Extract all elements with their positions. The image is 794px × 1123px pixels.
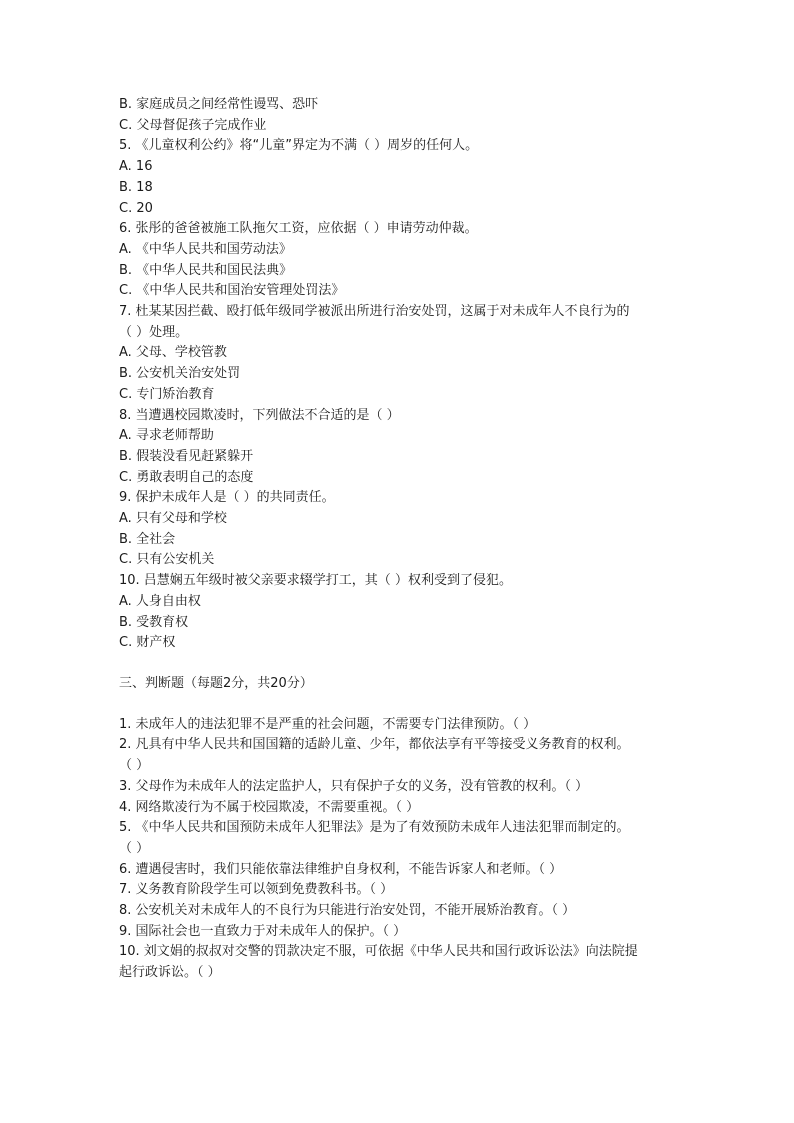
judgment-line: 10. 刘文娟的叔叔对交警的罚款决定不服，可依据《中华人民共和国行政诉讼法》向法院提 <box>119 944 638 960</box>
judgment-line: 8. 公安机关对未成年人的不良行为只能进行治安处罚，不能开展矫治教育。（ ） <box>119 903 576 919</box>
judgment-line: 起行政诉讼。（ ） <box>119 965 221 981</box>
question-line: A. 《中华人民共和国劳动法》 <box>119 241 292 257</box>
question-line: 8. 当遭遇校园欺凌时，下列做法不合适的是（ ） <box>119 407 400 423</box>
judgment-line: 6. 遭遇侵害时，我们只能依靠法律维护自身权利，不能告诉家人和老师。（ ） <box>119 861 563 877</box>
question-line: B. 公安机关治安处罚 <box>119 366 241 382</box>
question-line: C. 专门矫治教育 <box>119 386 215 402</box>
question-line: 6. 张彤的爸爸被施工队拖欠工资，应依据（ ）申请劳动仲裁。 <box>119 221 478 237</box>
question-line: （ ）处理。 <box>119 324 189 340</box>
judgment-line: 1. 未成年人的违法犯罪不是严重的社会问题，不需要专门法律预防。（ ） <box>119 716 537 732</box>
judgment-line: 5. 《中华人民共和国预防未成年人犯罪法》是为了有效预防未成年人违法犯罪而制定的。 <box>119 820 630 836</box>
section-heading-true-false: 三、判断题（每题2分，共20分） <box>119 675 313 691</box>
true-false-questions <box>119 715 689 984</box>
question-line: 9. 保护未成年人是（ ）的共同责任。 <box>119 490 335 506</box>
question-line: C. 只有公安机关 <box>119 552 215 568</box>
question-line: C. 财产权 <box>119 635 176 651</box>
judgment-line: （ ） <box>119 758 150 774</box>
question-line: 7. 杜某某因拦截、殴打低年级同学被派出所进行治安处罚，这属于对未成年人不良行为的 <box>119 304 630 320</box>
question-line: B. 18 <box>119 179 153 195</box>
question-line: B. 全社会 <box>119 531 176 547</box>
question-line: C. 勇敢表明自己的态度 <box>119 469 254 485</box>
choice-questions-continued <box>119 95 689 654</box>
judgment-line: 3. 父母作为未成年人的法定监护人，只有保护子女的义务，没有管教的权利。（ ） <box>119 778 589 794</box>
judgment-line: （ ） <box>119 840 150 856</box>
judgment-line: 2. 凡具有中华人民共和国国籍的适龄儿童、少年，都依法享有平等接受义务教育的权利。 <box>119 737 630 753</box>
question-line: B. 受教育权 <box>119 614 189 630</box>
question-line: B. 假装没看见赶紧躲开 <box>119 448 254 464</box>
question-line: C. 20 <box>119 200 153 216</box>
document-page <box>119 95 689 984</box>
question-line: A. 人身自由权 <box>119 593 201 609</box>
question-line: 5. 《儿童权利公约》将“儿童”界定为不满（ ）周岁的任何人。 <box>119 138 479 154</box>
question-line: A. 16 <box>119 159 153 175</box>
question-line: A. 父母、学校管教 <box>119 345 227 361</box>
judgment-line: 7. 义务教育阶段学生可以领到免费教科书。（ ） <box>119 882 394 898</box>
question-line: B. 《中华人民共和国民法典》 <box>119 262 293 278</box>
question-line: B. 家庭成员之间经常性谩骂、恐吓 <box>119 97 319 112</box>
judgment-line: 9. 国际社会也一直致力于对未成年人的保护。（ ） <box>119 923 407 939</box>
question-line: A. 寻求老师帮助 <box>119 428 214 444</box>
question-line: C. 父母督促孩子完成作业 <box>119 117 267 133</box>
question-line: 10. 吕慧娴五年级时被父亲要求辍学打工，其（ ）权利受到了侵犯。 <box>119 573 512 589</box>
judgment-line: 4. 网络欺凌行为不属于校园欺凌，不需要重视。（ ） <box>119 799 420 815</box>
question-line: C. 《中华人民共和国治安管理处罚法》 <box>119 283 345 299</box>
question-line: A. 只有父母和学校 <box>119 511 227 527</box>
